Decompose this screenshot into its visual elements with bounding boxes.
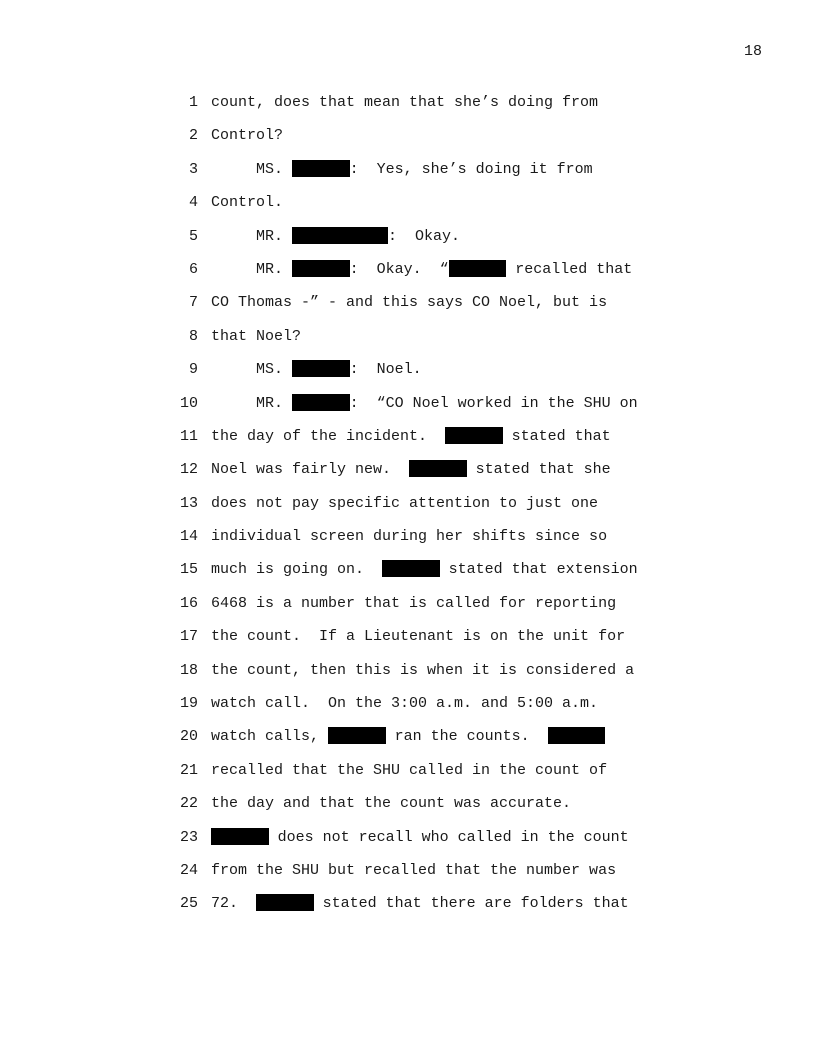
line-number: 24 <box>179 861 198 879</box>
transcript-line <box>0 460 816 493</box>
line-text <box>211 160 593 180</box>
line-text <box>211 894 629 914</box>
redaction-box <box>328 727 386 744</box>
line-text <box>211 460 611 480</box>
line-text-segment: stated that she <box>466 461 611 479</box>
transcript-line <box>0 93 816 126</box>
line-text-segment: the count, then this is when it is considered a <box>211 661 635 679</box>
transcript-line <box>0 360 816 393</box>
redaction-box <box>548 727 606 744</box>
line-number: 5 <box>188 227 198 245</box>
transcript-line <box>0 394 816 427</box>
line-text <box>211 260 632 280</box>
line-text-segment: from the SHU but recalled that the number was <box>211 861 617 879</box>
line-text <box>211 794 571 814</box>
line-text <box>211 627 625 647</box>
line-text-segment: recalled that <box>506 260 633 278</box>
redaction-box <box>292 394 350 411</box>
redaction-box <box>292 227 388 244</box>
line-text-segment: MR. <box>211 394 293 412</box>
line-text-segment: stated that there are folders that <box>313 895 629 913</box>
redaction-box <box>382 560 440 577</box>
transcript-line <box>0 694 816 727</box>
line-text <box>211 761 607 781</box>
line-number: 9 <box>188 361 198 379</box>
line-text <box>211 394 638 414</box>
line-text <box>211 694 598 714</box>
line-text-segment: individual screen during her shifts since so <box>211 528 608 546</box>
line-text-segment: MR. <box>211 227 293 245</box>
line-number: 23 <box>179 828 198 846</box>
redaction-box <box>292 360 350 377</box>
transcript-line <box>0 126 816 159</box>
line-text <box>211 126 283 146</box>
transcript-line <box>0 227 816 260</box>
line-text-segment: ran the counts. <box>385 728 548 746</box>
line-number: 16 <box>179 594 198 612</box>
transcript-line <box>0 427 816 460</box>
transcript-line <box>0 761 816 794</box>
line-number: 13 <box>179 494 198 512</box>
transcript-line <box>0 527 816 560</box>
line-text <box>211 594 616 614</box>
transcript-line <box>0 560 816 593</box>
redaction-box <box>409 460 467 477</box>
line-number: 12 <box>179 461 198 479</box>
line-text <box>211 360 422 380</box>
redaction-box <box>449 260 507 277</box>
line-number: 22 <box>179 795 198 813</box>
transcript-line <box>0 727 816 760</box>
line-text <box>211 193 283 213</box>
line-text <box>211 427 611 447</box>
line-number: 1 <box>188 94 198 111</box>
line-text-segment: the count. If a Lieutenant is on the unit for <box>211 628 626 646</box>
line-text-segment: does not recall who called in the count <box>268 828 629 846</box>
line-number: 15 <box>179 561 198 579</box>
line-text-segment: MS. <box>211 361 293 379</box>
line-text-segment: count, does that mean that she’s doing from <box>211 94 599 111</box>
line-text-segment: watch call. On the 3:00 a.m. and 5:00 a.m. <box>211 695 599 713</box>
line-text-segment: Control. <box>211 194 284 212</box>
transcript-line <box>0 894 816 927</box>
line-number: 25 <box>179 895 198 913</box>
line-text <box>211 327 301 347</box>
line-number: 7 <box>188 294 198 312</box>
line-text-segment: Control? <box>211 127 284 145</box>
line-text-segment: the day and that the count was accurate. <box>211 795 572 813</box>
line-text <box>211 494 598 514</box>
line-number: 2 <box>188 127 198 145</box>
transcript-line <box>0 494 816 527</box>
line-number: 18 <box>179 661 198 679</box>
transcript-line <box>0 661 816 694</box>
line-number: 3 <box>188 160 198 178</box>
line-number: 11 <box>179 427 198 445</box>
line-text-segment: does not pay specific attention to just one <box>211 494 599 512</box>
redaction-box <box>292 260 350 277</box>
transcript-body <box>0 93 816 928</box>
transcript-line <box>0 160 816 193</box>
line-text-segment: watch calls, <box>211 728 329 746</box>
line-text <box>211 560 638 580</box>
line-text-segment: recalled that the SHU called in the count of <box>211 761 608 779</box>
line-text <box>211 227 460 247</box>
line-number: 8 <box>188 327 198 345</box>
transcript-line <box>0 828 816 861</box>
line-text <box>211 93 598 113</box>
line-text-segment: CO Thomas -” - and this says CO Noel, but is <box>211 294 608 312</box>
redaction-box <box>211 828 269 845</box>
line-number: 17 <box>179 628 198 646</box>
line-text-segment: Noel was fairly new. <box>211 461 410 479</box>
line-text-segment: that Noel? <box>211 327 302 345</box>
line-text <box>211 293 607 313</box>
redaction-box <box>445 427 503 444</box>
line-text-segment: much is going on. <box>211 561 383 579</box>
line-number: 19 <box>179 695 198 713</box>
line-text-segment: 6468 is a number that is called for reporting <box>211 594 617 612</box>
line-number: 20 <box>179 728 198 746</box>
redaction-box <box>256 894 314 911</box>
page-number: 18 <box>743 43 762 60</box>
redaction-box <box>292 160 350 177</box>
line-text-segment: 72. <box>211 895 257 913</box>
transcript-line <box>0 627 816 660</box>
line-text-segment: : Okay. “ <box>349 260 449 278</box>
line-text-segment: the day of the incident. <box>211 427 446 445</box>
line-text <box>211 861 616 881</box>
line-text-segment: stated that extension <box>439 561 638 579</box>
transcript-line <box>0 327 816 360</box>
line-number: 6 <box>188 260 198 278</box>
line-text <box>211 828 629 848</box>
line-text <box>211 527 607 547</box>
line-text-segment: : “CO Noel worked in the SHU on <box>349 394 638 412</box>
line-number: 21 <box>179 761 198 779</box>
transcript-line <box>0 260 816 293</box>
transcript-line <box>0 794 816 827</box>
transcript-line <box>0 293 816 326</box>
line-number: 4 <box>188 194 198 212</box>
line-number: 14 <box>179 528 198 546</box>
line-text-segment: : Noel. <box>349 361 422 379</box>
line-text-segment: : Yes, she’s doing it from <box>349 160 593 178</box>
line-text-segment: MS. <box>211 160 293 178</box>
line-number: 10 <box>179 394 198 412</box>
line-text <box>211 727 605 747</box>
transcript-line <box>0 861 816 894</box>
line-text-segment: : Okay. <box>388 227 461 245</box>
line-text <box>211 661 634 681</box>
line-text-segment: stated that <box>502 427 611 445</box>
transcript-line <box>0 594 816 627</box>
line-text-segment: MR. <box>211 260 293 278</box>
transcript-line <box>0 193 816 226</box>
